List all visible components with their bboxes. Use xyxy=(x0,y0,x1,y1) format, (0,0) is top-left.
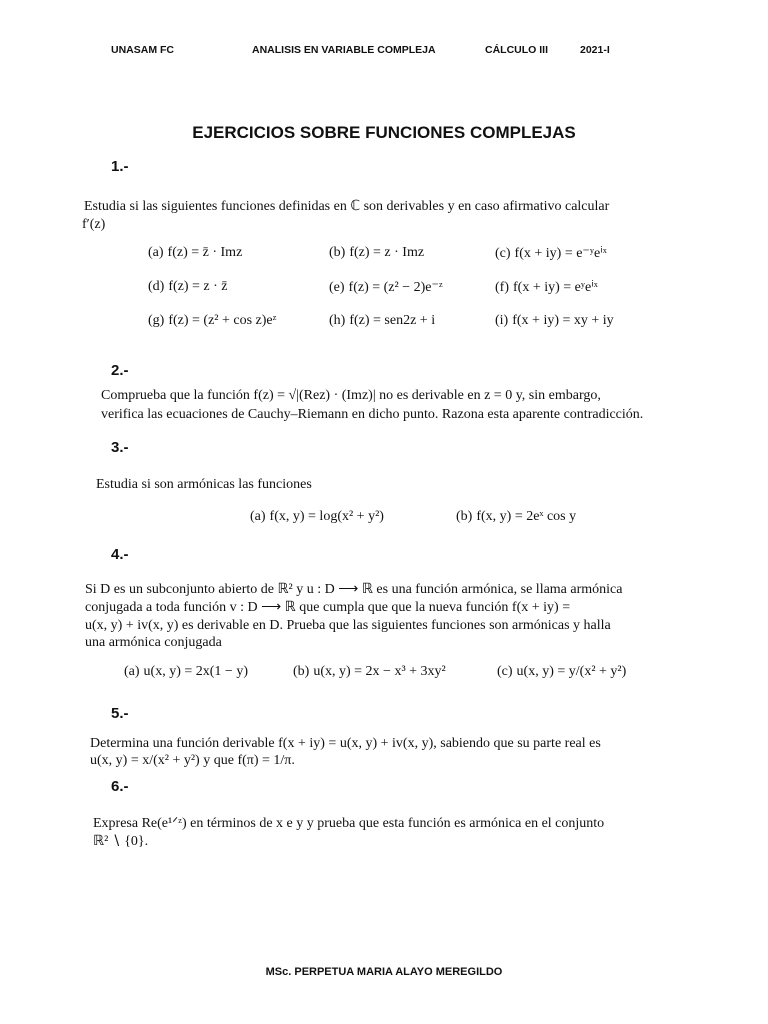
exercise-3-item: (a) f(x, y) = log(x² + y²) xyxy=(250,509,384,524)
exercise-4-text-line2: conjugada a toda función v : D ⟶ ℝ que cumpla que que la nueva función f(x + iy) = xyxy=(85,600,571,615)
exercise-1-item: (d) f(z) = z · z̄ xyxy=(148,279,228,294)
exercise-4-text-line3: u(x, y) + iv(x, y) es derivable en D. Prueba que las siguientes funciones son armónicas y halla xyxy=(85,618,611,633)
exercise-4-item: (c) u(x, y) = y/(x² + y²) xyxy=(497,664,627,679)
exercise-1-item: (b) f(z) = z · Imz xyxy=(329,245,425,260)
exercise-5-text-line2: u(x, y) = x/(x² + y²) y que f(π) = 1/π. xyxy=(90,753,295,768)
exercise-2-text-line2: verifica las ecuaciones de Cauchy–Riemann en dicho punto. Razona esta aparente contradicción. xyxy=(101,407,644,422)
page-title: EJERCICIOS SOBRE FUNCIONES COMPLEJAS xyxy=(192,123,576,142)
exercise-1-item: (i) f(x + iy) = xy + iy xyxy=(495,313,614,328)
exercise-1-item: (e) f(z) = (z² − 2)e⁻ᶻ xyxy=(329,280,443,295)
exercise-4-item: (b) u(x, y) = 2x − x³ + 3xy² xyxy=(293,664,446,679)
exercise-2-number: 2.- xyxy=(111,362,129,379)
exercise-1-item: (a) f(z) = z̄ · Imz xyxy=(148,245,243,260)
exercise-2-text-line1: Comprueba que la función f(z) = √|(Rez) · (Imz)| no es derivable en z = 0 y, sin embargo, xyxy=(101,388,601,403)
author-footer: MSc. PERPETUA MARIA ALAYO MEREGILDO xyxy=(265,966,503,978)
exercise-3-item: (b) f(x, y) = 2eˣ cos y xyxy=(456,509,577,524)
exercise-5-number: 5.- xyxy=(111,705,129,722)
exercise-3-number: 3.- xyxy=(111,439,129,456)
header-subject: CÁLCULO III xyxy=(485,44,548,56)
exercise-4-text-line4: una armónica conjugada xyxy=(85,635,222,650)
exercise-6-number: 6.- xyxy=(111,778,129,795)
exercise-1-item: (f) f(x + iy) = eʸeⁱˣ xyxy=(495,280,598,295)
exercise-3-intro: Estudia si son armónicas las funciones xyxy=(96,477,312,492)
header-term: 2021-I xyxy=(580,44,610,56)
exercise-4-text-line1: Si D es un subconjunto abierto de ℝ² y u : D ⟶ ℝ es una función armónica, se llama armónica xyxy=(85,582,623,597)
exercise-4-item: (a) u(x, y) = 2x(1 − y) xyxy=(124,664,248,679)
exercise-6-text-line1: Expresa Re(e¹ᐟᶻ) en términos de x e y y prueba que esta función es armónica en el conjunto xyxy=(93,816,605,831)
exercise-4-number: 4.- xyxy=(111,546,129,563)
header-institution: UNASAM FC xyxy=(111,44,174,56)
header-course: ANALISIS EN VARIABLE COMPLEJA xyxy=(252,44,436,56)
exercise-1-item: (c) f(x + iy) = e⁻ʸeⁱˣ xyxy=(495,246,607,261)
exercise-1-intro-derivative: f′(z) xyxy=(82,217,106,232)
exercise-1-item: (g) f(z) = (z² + cos z)eᶻ xyxy=(148,313,277,328)
exercise-1-item: (h) f(z) = sen2z + i xyxy=(329,313,436,328)
exercise-1-intro: Estudia si las siguientes funciones definidas en ℂ son derivables y en caso afirmativo calcular xyxy=(84,199,610,214)
exercise-6-text-line2: ℝ² ∖ {0}. xyxy=(93,834,149,849)
exercise-1-number: 1.- xyxy=(111,158,129,175)
exercise-5-text-line1: Determina una función derivable f(x + iy) = u(x, y) + iv(x, y), sabiendo que su parte real es xyxy=(90,736,601,751)
